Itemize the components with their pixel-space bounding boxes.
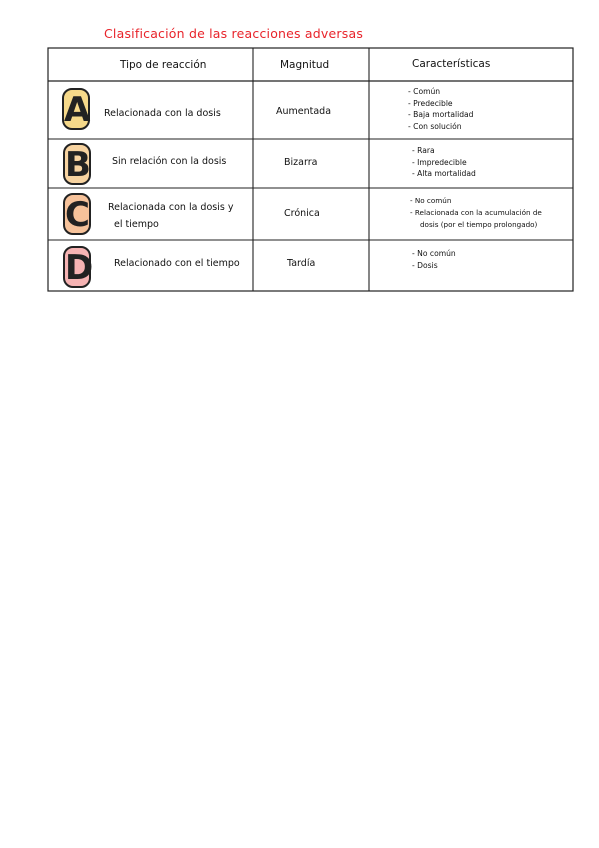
row-c-tipo-line: el tiempo: [114, 219, 159, 230]
row-c-caracteristicas: [410, 195, 542, 231]
row-c-magnitud: Crónica: [284, 208, 320, 219]
row-c-tipo-line: Relacionada con la dosis y: [108, 202, 234, 213]
characteristic-item: - Predecible: [408, 98, 453, 108]
characteristic-item: - Alta mortalidad: [412, 169, 476, 178]
row-d-caracteristicas: [412, 248, 456, 271]
row-b-tipo: Sin relación con la dosis: [112, 156, 227, 167]
row-a-tipo: Relacionada con la dosis: [104, 108, 221, 119]
row-d-magnitud: Tardía: [287, 258, 316, 269]
row-a-magnitud: Aumentada: [276, 106, 332, 117]
row-c-tipo: [108, 199, 233, 233]
column-header-magnitud: Magnitud: [280, 59, 330, 71]
characteristic-item: - Relacionada con la acumulación de: [410, 208, 542, 217]
letter-badge-b: B: [65, 145, 91, 185]
characteristic-item: - Dosis: [412, 260, 438, 270]
characteristic-item: - No común: [412, 249, 456, 258]
characteristic-item: - No común: [410, 196, 452, 205]
letter-badge-d: D: [65, 248, 94, 288]
characteristic-item: - Rara: [412, 146, 435, 155]
column-header-caracteristicas: Características: [412, 58, 491, 70]
characteristic-item: dosis (por el tiempo prolongado): [420, 220, 538, 229]
row-a-caracteristicas: [408, 86, 474, 132]
row-b-magnitud: Bizarra: [284, 157, 318, 168]
characteristic-item: - Con solución: [408, 121, 462, 131]
characteristic-item: - Impredecible: [412, 157, 467, 167]
row-d-tipo: Relacionado con el tiempo: [114, 258, 240, 269]
characteristic-item: - Baja mortalidad: [408, 110, 474, 119]
letter-badge-c: C: [65, 195, 90, 235]
page-title: Clasificación de las reacciones adversas: [104, 26, 364, 41]
column-header-tipo: Tipo de reacción: [120, 59, 207, 71]
letter-badge-a: A: [64, 90, 91, 130]
row-b-caracteristicas: [412, 145, 476, 180]
characteristic-item: - Común: [408, 87, 441, 96]
